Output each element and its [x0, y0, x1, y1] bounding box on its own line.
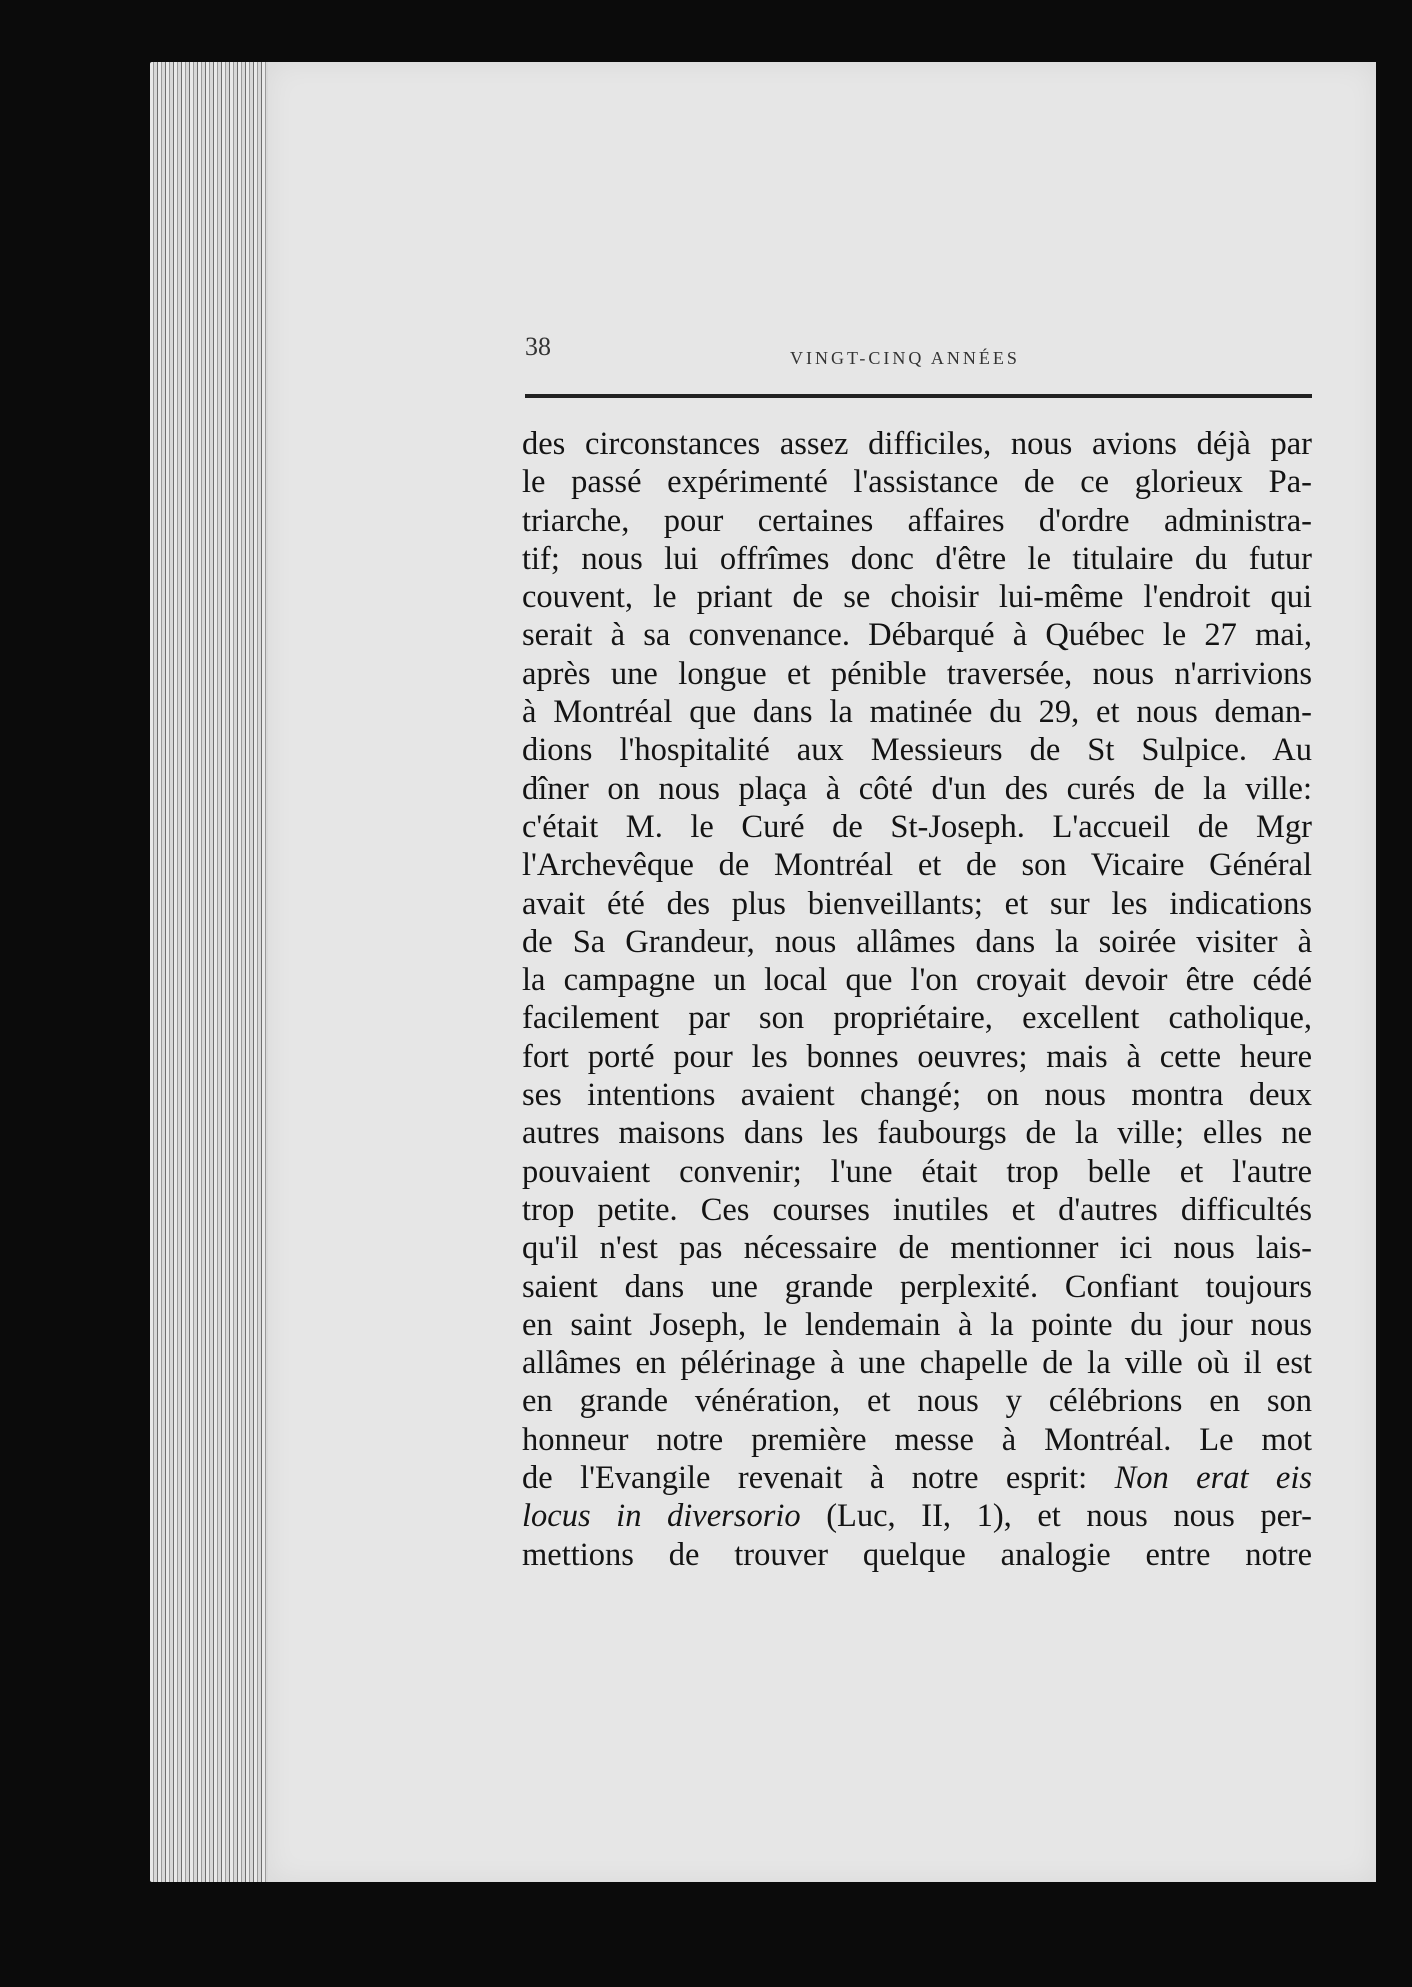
text-line: couvent, le priant de se choisir lui-même l'endroit qui: [522, 579, 1312, 616]
text-line: l'Archevêque de Montréal et de son Vicaire Général: [522, 847, 1312, 884]
text-line: mettions de trouver quelque analogie entre notre: [522, 1536, 1312, 1573]
text-line: qu'il n'est pas nécessaire de mentionner ici nous lais-: [522, 1230, 1312, 1267]
text-line: des circonstances assez difficiles, nous avions déjà par: [522, 426, 1312, 462]
italic-phrase: locus in diversorio: [522, 1498, 801, 1535]
text-line: fort porté pour les bonnes oeuvres; mais à cette heure: [522, 1038, 1312, 1075]
text-line: allâmes en pélérinage à une chapelle de la ville où il est: [522, 1345, 1312, 1382]
text-fragment: (Luc, II, 1), et nous nous per-: [800, 1498, 1313, 1535]
text-line: avait été des plus bienveillants; et sur les indications: [522, 885, 1312, 922]
text-line: c'était M. le Curé de St-Joseph. L'accueil de Mgr: [522, 808, 1312, 845]
text-line: triarche, pour certaines affaires d'ordre administra-: [522, 502, 1312, 539]
text-line: tif; nous lui offrîmes donc d'être le titulaire du futur: [522, 540, 1312, 577]
text-line: saient dans une grande perplexité. Confiant toujours: [522, 1268, 1312, 1305]
running-title: VINGT-CINQ ANNÉES: [790, 348, 1020, 368]
text-line: [522, 1497, 1312, 1535]
text-line: en saint Joseph, le lendemain à la pointe du jour nous: [522, 1306, 1312, 1343]
body-text: [522, 425, 1312, 1574]
text-line: trop petite. Ces courses inutiles et d'autres difficultés: [522, 1191, 1312, 1228]
text-line: en grande vénération, et nous y célébrions en son: [522, 1383, 1312, 1420]
page-number: 38: [525, 332, 551, 361]
text-line: de Sa Grandeur, nous allâmes dans la soirée visiter à: [522, 923, 1312, 960]
text-line: le passé expérimenté l'assistance de ce glorieux Pa-: [522, 464, 1312, 501]
text-line: dions l'hospitalité aux Messieurs de St Sulpice. Au: [522, 732, 1312, 769]
text-line: pouvaient convenir; l'une était trop belle et l'autre: [522, 1153, 1312, 1190]
text-line: après une longue et pénible traversée, nous n'arrivions: [522, 655, 1312, 692]
header-rule: [525, 394, 1312, 398]
text-fragment: de l'Evangile revenait à notre esprit:: [522, 1460, 1088, 1497]
text-line: [522, 1459, 1312, 1497]
page-edges: [150, 62, 275, 1882]
text-line: autres maisons dans les faubourgs de la ville; elles ne: [522, 1115, 1312, 1152]
text-line: honneur notre première messe à Montréal. Le mot: [522, 1421, 1312, 1458]
text-line: dîner on nous plaça à côté d'un des curés de la ville:: [522, 770, 1312, 807]
text-line: ses intentions avaient changé; on nous montra deux: [522, 1077, 1312, 1114]
text-line: facilement par son propriétaire, excellent catholique,: [522, 1000, 1312, 1037]
text-line: la campagne un local que l'on croyait devoir être cédé: [522, 962, 1312, 999]
text-line: à Montréal que dans la matinée du 29, et nous deman-: [522, 694, 1312, 731]
italic-phrase: Non erat eis: [1114, 1460, 1313, 1497]
text-line: serait à sa convenance. Débarqué à Québec le 27 mai,: [522, 617, 1312, 654]
